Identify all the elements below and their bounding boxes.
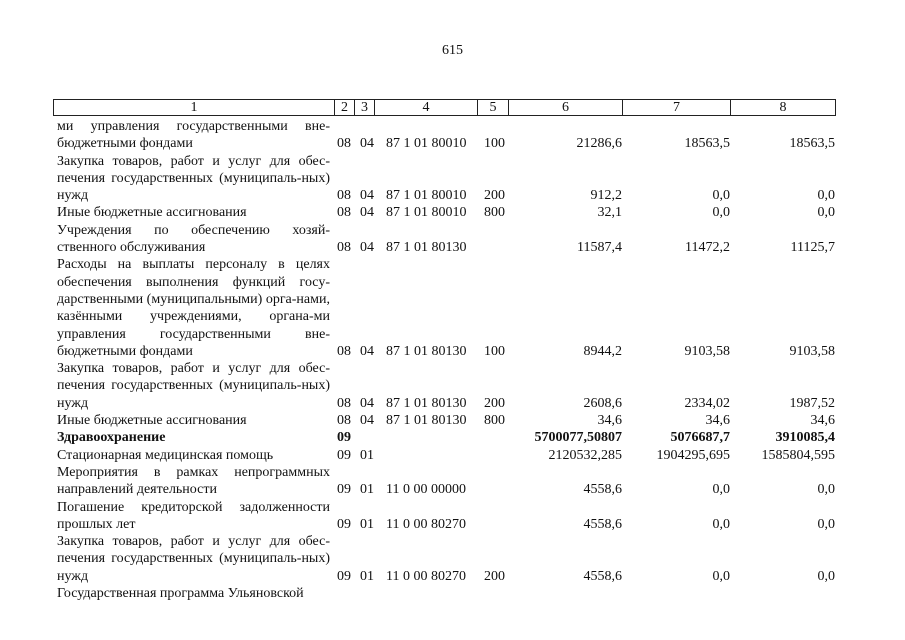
row-subsection: 01	[360, 447, 374, 463]
table-row	[0, 118, 905, 153]
row-amount-col7: 0,0	[712, 568, 730, 584]
row-amount-col6: 21286,6	[576, 136, 622, 152]
row-amount-col8: 11125,7	[790, 240, 835, 256]
header-col-2: 2	[335, 100, 355, 115]
header-col-6: 6	[509, 100, 623, 115]
row-description: Закупка товаров, работ и услуг для обес-печения государственных (муниципаль-ных) нужд	[57, 534, 330, 584]
row-amount-col7: 34,6	[705, 413, 730, 429]
row-amount-col6: 32,1	[597, 205, 622, 221]
row-amount-col7: 0,0	[712, 516, 730, 532]
table-row	[0, 585, 905, 602]
row-amount-col8: 0,0	[817, 516, 835, 532]
row-subsection: 04	[360, 136, 374, 152]
row-target-article: 11 0 00 00000	[386, 482, 466, 498]
row-expense-type: 200	[484, 568, 505, 584]
header-col-8: 8	[779, 100, 787, 115]
row-description: Стационарная медицинская помощь	[57, 447, 274, 463]
row-amount-col8: 0,0	[817, 188, 835, 204]
row-amount-col7: 2334,02	[684, 395, 730, 411]
table-row	[0, 360, 905, 412]
row-amount-col7: 5076687,7	[670, 430, 730, 446]
row-description: Иные бюджетные ассигнования	[57, 205, 247, 221]
row-amount-col6: 5700077,50807	[534, 430, 622, 446]
row-target-article: 87 1 01 80010	[386, 136, 467, 152]
row-amount-col7: 1904295,695	[656, 447, 730, 463]
row-subsection: 04	[360, 205, 374, 221]
row-target-article: 11 0 00 80270	[386, 568, 466, 584]
row-amount-col6: 4558,6	[583, 568, 622, 584]
row-amount-col7: 9103,58	[684, 343, 730, 359]
row-subsection: 04	[360, 240, 374, 256]
header-col-5: 5	[478, 100, 509, 115]
row-subsection: 01	[360, 568, 374, 584]
row-section: 09	[337, 430, 351, 446]
table-header	[53, 99, 836, 116]
header-col-7: 7	[623, 100, 731, 115]
table-row	[0, 533, 905, 585]
row-amount-col8: 0,0	[817, 568, 835, 584]
table-row	[0, 256, 905, 360]
page-number: 615	[442, 43, 463, 58]
row-amount-col6: 912,2	[590, 188, 622, 204]
row-amount-col8: 3910085,4	[775, 430, 835, 446]
row-section: 08	[337, 240, 351, 256]
row-expense-type: 100	[484, 343, 505, 359]
row-description: Погашение кредиторской задолженности прошлых лет	[57, 499, 330, 532]
row-expense-type: 800	[484, 205, 505, 221]
row-amount-col8: 18563,5	[789, 136, 835, 152]
row-amount-col8: 1585804,595	[761, 447, 835, 463]
table-row	[0, 429, 905, 446]
row-description: Здравоохранение	[57, 430, 166, 446]
table-row	[0, 464, 905, 499]
row-expense-type: 100	[484, 136, 505, 152]
row-amount-col8: 9103,58	[789, 343, 835, 359]
row-description: Иные бюджетные ассигнования	[57, 413, 247, 429]
row-target-article: 11 0 00 80270	[386, 516, 466, 532]
row-amount-col8: 34,6	[810, 413, 835, 429]
row-amount-col7: 0,0	[712, 482, 730, 498]
row-section: 08	[337, 136, 351, 152]
row-target-article: 87 1 01 80130	[386, 343, 467, 359]
row-description: Закупка товаров, работ и услуг для обес-печения государственных (муниципаль-ных) нужд	[57, 361, 330, 411]
row-section: 08	[337, 343, 351, 359]
table-row	[0, 204, 905, 221]
row-amount-col7: 0,0	[712, 188, 730, 204]
row-amount-col6: 34,6	[597, 413, 622, 429]
row-subsection: 01	[360, 482, 374, 498]
row-description: Закупка товаров, работ и услуг для обес-печения государственных (муниципаль-ных) нужд	[57, 153, 330, 204]
table-row	[0, 222, 905, 257]
table-row	[0, 153, 905, 205]
table-row	[0, 499, 905, 534]
row-expense-type: 200	[484, 188, 505, 204]
row-amount-col8: 1987,52	[789, 395, 835, 411]
row-target-article: 87 1 01 80130	[386, 395, 467, 411]
row-target-article: 87 1 01 80010	[386, 188, 467, 204]
header-col-3: 3	[355, 100, 375, 115]
row-description: Мероприятия в рамках непрограммных направлений деятельности	[57, 464, 330, 498]
row-section: 09	[337, 516, 351, 532]
row-amount-col6: 2608,6	[583, 395, 622, 411]
header-col-4: 4	[375, 100, 478, 115]
row-subsection: 04	[360, 395, 374, 411]
row-amount-col7: 11472,2	[685, 240, 730, 256]
row-target-article: 87 1 01 80130	[386, 413, 467, 429]
row-amount-col6: 11587,4	[577, 240, 622, 256]
table-row	[0, 447, 905, 464]
row-expense-type: 800	[484, 413, 505, 429]
row-subsection: 04	[360, 413, 374, 429]
row-description: Расходы на выплаты персоналу в целях обеспечения выполнения функций госу-дарственными (муниципальными) орга-нами, казёнными учреждениями, органа-ми управления государственными вне-бюджетными фондами	[57, 257, 330, 359]
row-section: 09	[337, 568, 351, 584]
row-subsection: 04	[360, 343, 374, 359]
table-row	[0, 412, 905, 429]
row-section: 08	[337, 188, 351, 204]
row-target-article: 87 1 01 80130	[386, 240, 467, 256]
row-subsection: 01	[360, 516, 374, 532]
row-amount-col8: 0,0	[817, 482, 835, 498]
row-amount-col6: 8944,2	[583, 343, 622, 359]
table-body	[0, 118, 905, 602]
row-amount-col6: 2120532,285	[548, 447, 622, 463]
row-section: 09	[337, 447, 351, 463]
header-col-1: 1	[54, 100, 335, 115]
row-description: ми управления государственными вне-бюджетными фондами	[57, 119, 330, 152]
row-amount-col7: 0,0	[712, 205, 730, 221]
row-section: 09	[337, 482, 351, 498]
row-amount-col8: 0,0	[817, 205, 835, 221]
row-subsection: 04	[360, 188, 374, 204]
row-amount-col6: 4558,6	[583, 482, 622, 498]
row-description: Государственная программа Ульяновской	[57, 586, 304, 602]
row-expense-type: 200	[484, 395, 505, 411]
row-section: 08	[337, 205, 351, 221]
row-target-article: 87 1 01 80010	[386, 205, 467, 221]
row-section: 08	[337, 395, 351, 411]
row-amount-col7: 18563,5	[684, 136, 730, 152]
row-amount-col6: 4558,6	[583, 516, 622, 532]
row-description: Учреждения по обеспечению хозяй-ственного обслуживания	[57, 222, 330, 256]
row-section: 08	[337, 413, 351, 429]
